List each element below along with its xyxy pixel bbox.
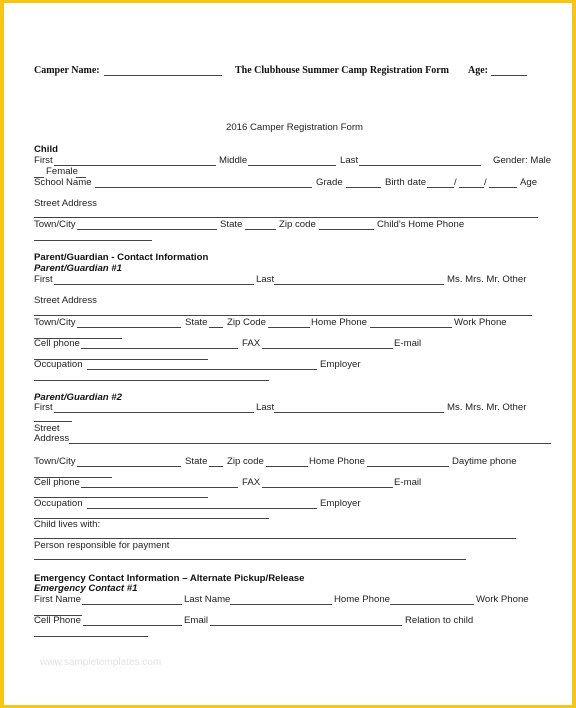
guardian2-heading: Parent/Guardian #2 <box>34 392 122 403</box>
ec-last-name-field[interactable] <box>230 604 332 605</box>
age-label: Age: <box>468 65 488 76</box>
watermark: www.sampletemplates.com <box>40 657 162 668</box>
g1-occupation-label: Occupation <box>34 359 83 370</box>
page-subtitle: 2016 Camper Registration Form <box>226 122 364 133</box>
child-birthdate-day[interactable] <box>459 187 484 188</box>
child-birthdate-year[interactable] <box>489 187 517 188</box>
g1-cell-field[interactable] <box>81 348 238 349</box>
g1-state-field[interactable] <box>209 327 223 328</box>
g2-cell-label: Cell phone <box>34 477 80 488</box>
g1-home-phone-label: Home Phone <box>311 317 367 328</box>
child-street-label: Street Address <box>34 198 97 209</box>
g1-employer-field[interactable] <box>34 380 269 381</box>
ec-home-phone-label: Home Phone <box>334 594 390 605</box>
child-town-label: Town/City <box>34 219 76 230</box>
g2-street-top-line <box>34 421 72 422</box>
g1-occupation-field[interactable] <box>87 369 317 370</box>
ec-cell-field[interactable] <box>83 625 182 626</box>
g1-home-phone-field[interactable] <box>370 327 452 328</box>
camper-name-field[interactable] <box>104 75 222 76</box>
g1-town-field[interactable] <box>77 327 181 328</box>
child-zip-label: Zip code <box>279 219 316 230</box>
ec-first-name-label: First Name <box>34 594 81 605</box>
ec-cell-label: Cell Phone <box>34 615 81 626</box>
child-first-label: First <box>34 155 53 166</box>
child-birthdate-label: Birth date <box>385 177 427 188</box>
person-responsible-label: Person responsible for payment <box>34 540 170 551</box>
form-title: The Clubhouse Summer Camp Registration Form <box>235 65 449 76</box>
g2-first-field[interactable] <box>54 412 254 413</box>
child-zip-field[interactable] <box>319 229 374 230</box>
person-responsible-field[interactable] <box>34 559 466 560</box>
g2-daytime-phone-label: Daytime phone <box>452 456 517 467</box>
g2-state-label: State <box>185 456 208 467</box>
g2-first-label: First <box>34 402 53 413</box>
child-school-field[interactable] <box>95 187 312 188</box>
g2-street-label: Street <box>34 423 60 434</box>
header-age-field[interactable] <box>491 75 527 76</box>
child-first-field[interactable] <box>54 165 216 166</box>
ec-last-name-label: Last Name <box>184 594 231 605</box>
child-home-phone-label: Child's Home Phone <box>377 219 465 230</box>
parent-contact-heading: Parent/Guardian - Contact Information <box>34 252 209 263</box>
g1-last-label: Last <box>256 274 275 285</box>
child-last-field[interactable] <box>359 165 481 166</box>
g2-last-label: Last <box>256 402 275 413</box>
child-home-phone-field[interactable] <box>34 240 152 241</box>
g2-address-label: Address <box>34 433 70 444</box>
g1-zip-label: Zip Code <box>227 317 266 328</box>
g1-cell-label: Cell phone <box>34 338 80 349</box>
child-female-label: Female <box>46 166 78 177</box>
child-gender-label: Gender: Male <box>493 155 552 166</box>
g2-zip-label: Zip code <box>227 456 264 467</box>
g1-employer-label: Employer <box>320 359 361 370</box>
guardian1-heading: Parent/Guardian #1 <box>34 263 122 274</box>
child-lives-with-field[interactable] <box>34 538 516 539</box>
g2-last-field[interactable] <box>274 412 444 413</box>
ec-first-name-field[interactable] <box>82 604 182 605</box>
g1-town-label: Town/City <box>34 317 76 328</box>
birthdate-slash-2: / <box>484 177 487 188</box>
ec-home-phone-field[interactable] <box>390 604 474 605</box>
g2-occupation-field[interactable] <box>87 508 317 509</box>
g2-title-options: Ms. Mrs. Mr. Other <box>447 402 527 413</box>
g1-zip-field[interactable] <box>268 327 310 328</box>
g1-first-field[interactable] <box>54 284 254 285</box>
g2-fax-label: FAX <box>242 477 261 488</box>
child-last-label: Last <box>340 155 359 166</box>
g2-fax-field[interactable] <box>262 487 393 488</box>
child-school-label: School Name <box>34 177 92 188</box>
ec-work-phone-label: Work Phone <box>476 594 529 605</box>
child-town-field[interactable] <box>77 229 217 230</box>
emergency-subheading: Emergency Contact #1 <box>34 583 138 594</box>
g2-email-label: E-mail <box>394 477 422 488</box>
g2-occupation-label: Occupation <box>34 498 83 509</box>
g2-town-field[interactable] <box>77 466 181 467</box>
child-state-field[interactable] <box>245 229 276 230</box>
g1-work-phone-label: Work Phone <box>454 317 507 328</box>
g1-first-label: First <box>34 274 53 285</box>
g2-home-phone-field[interactable] <box>367 466 449 467</box>
g2-state-field[interactable] <box>209 466 223 467</box>
child-middle-label: Middle <box>219 155 248 166</box>
ec-email-label: Email <box>184 615 208 626</box>
child-middle-field[interactable] <box>248 165 336 166</box>
g2-town-label: Town/City <box>34 456 76 467</box>
g2-address-field[interactable] <box>69 443 551 444</box>
camper-name-label: Camper Name: <box>34 65 100 76</box>
g1-street-label: Street Address <box>34 295 97 306</box>
g1-street-field[interactable] <box>34 315 532 316</box>
child-heading: Child <box>34 144 58 155</box>
emergency-heading: Emergency Contact Information – Alternate Pickup/Release <box>34 573 305 584</box>
child-street-field[interactable] <box>34 217 538 218</box>
g1-email-label: E-mail <box>394 338 422 349</box>
g1-fax-field[interactable] <box>262 348 393 349</box>
form-page <box>4 3 572 705</box>
child-age-label: Age <box>520 177 538 188</box>
ec-email-field[interactable] <box>210 625 402 626</box>
child-grade-field[interactable] <box>346 187 381 188</box>
g2-zip-field[interactable] <box>266 466 308 467</box>
g1-fax-label: FAX <box>242 338 261 349</box>
g2-employer-label: Employer <box>320 498 361 509</box>
g1-state-label: State <box>185 317 208 328</box>
child-lives-with-label: Child lives with: <box>34 519 101 530</box>
g2-cell-field[interactable] <box>81 487 238 488</box>
ec-relation-label: Relation to child <box>405 615 474 626</box>
ec-relation-field[interactable] <box>34 636 148 637</box>
g2-home-phone-label: Home Phone <box>309 456 365 467</box>
g1-title-options: Ms. Mrs. Mr. Other <box>447 274 527 285</box>
child-birthdate-month[interactable] <box>427 187 454 188</box>
g1-last-field[interactable] <box>274 284 444 285</box>
child-grade-label: Grade <box>316 177 343 188</box>
birthdate-slash-1: / <box>454 177 457 188</box>
child-state-label: State <box>220 219 243 230</box>
